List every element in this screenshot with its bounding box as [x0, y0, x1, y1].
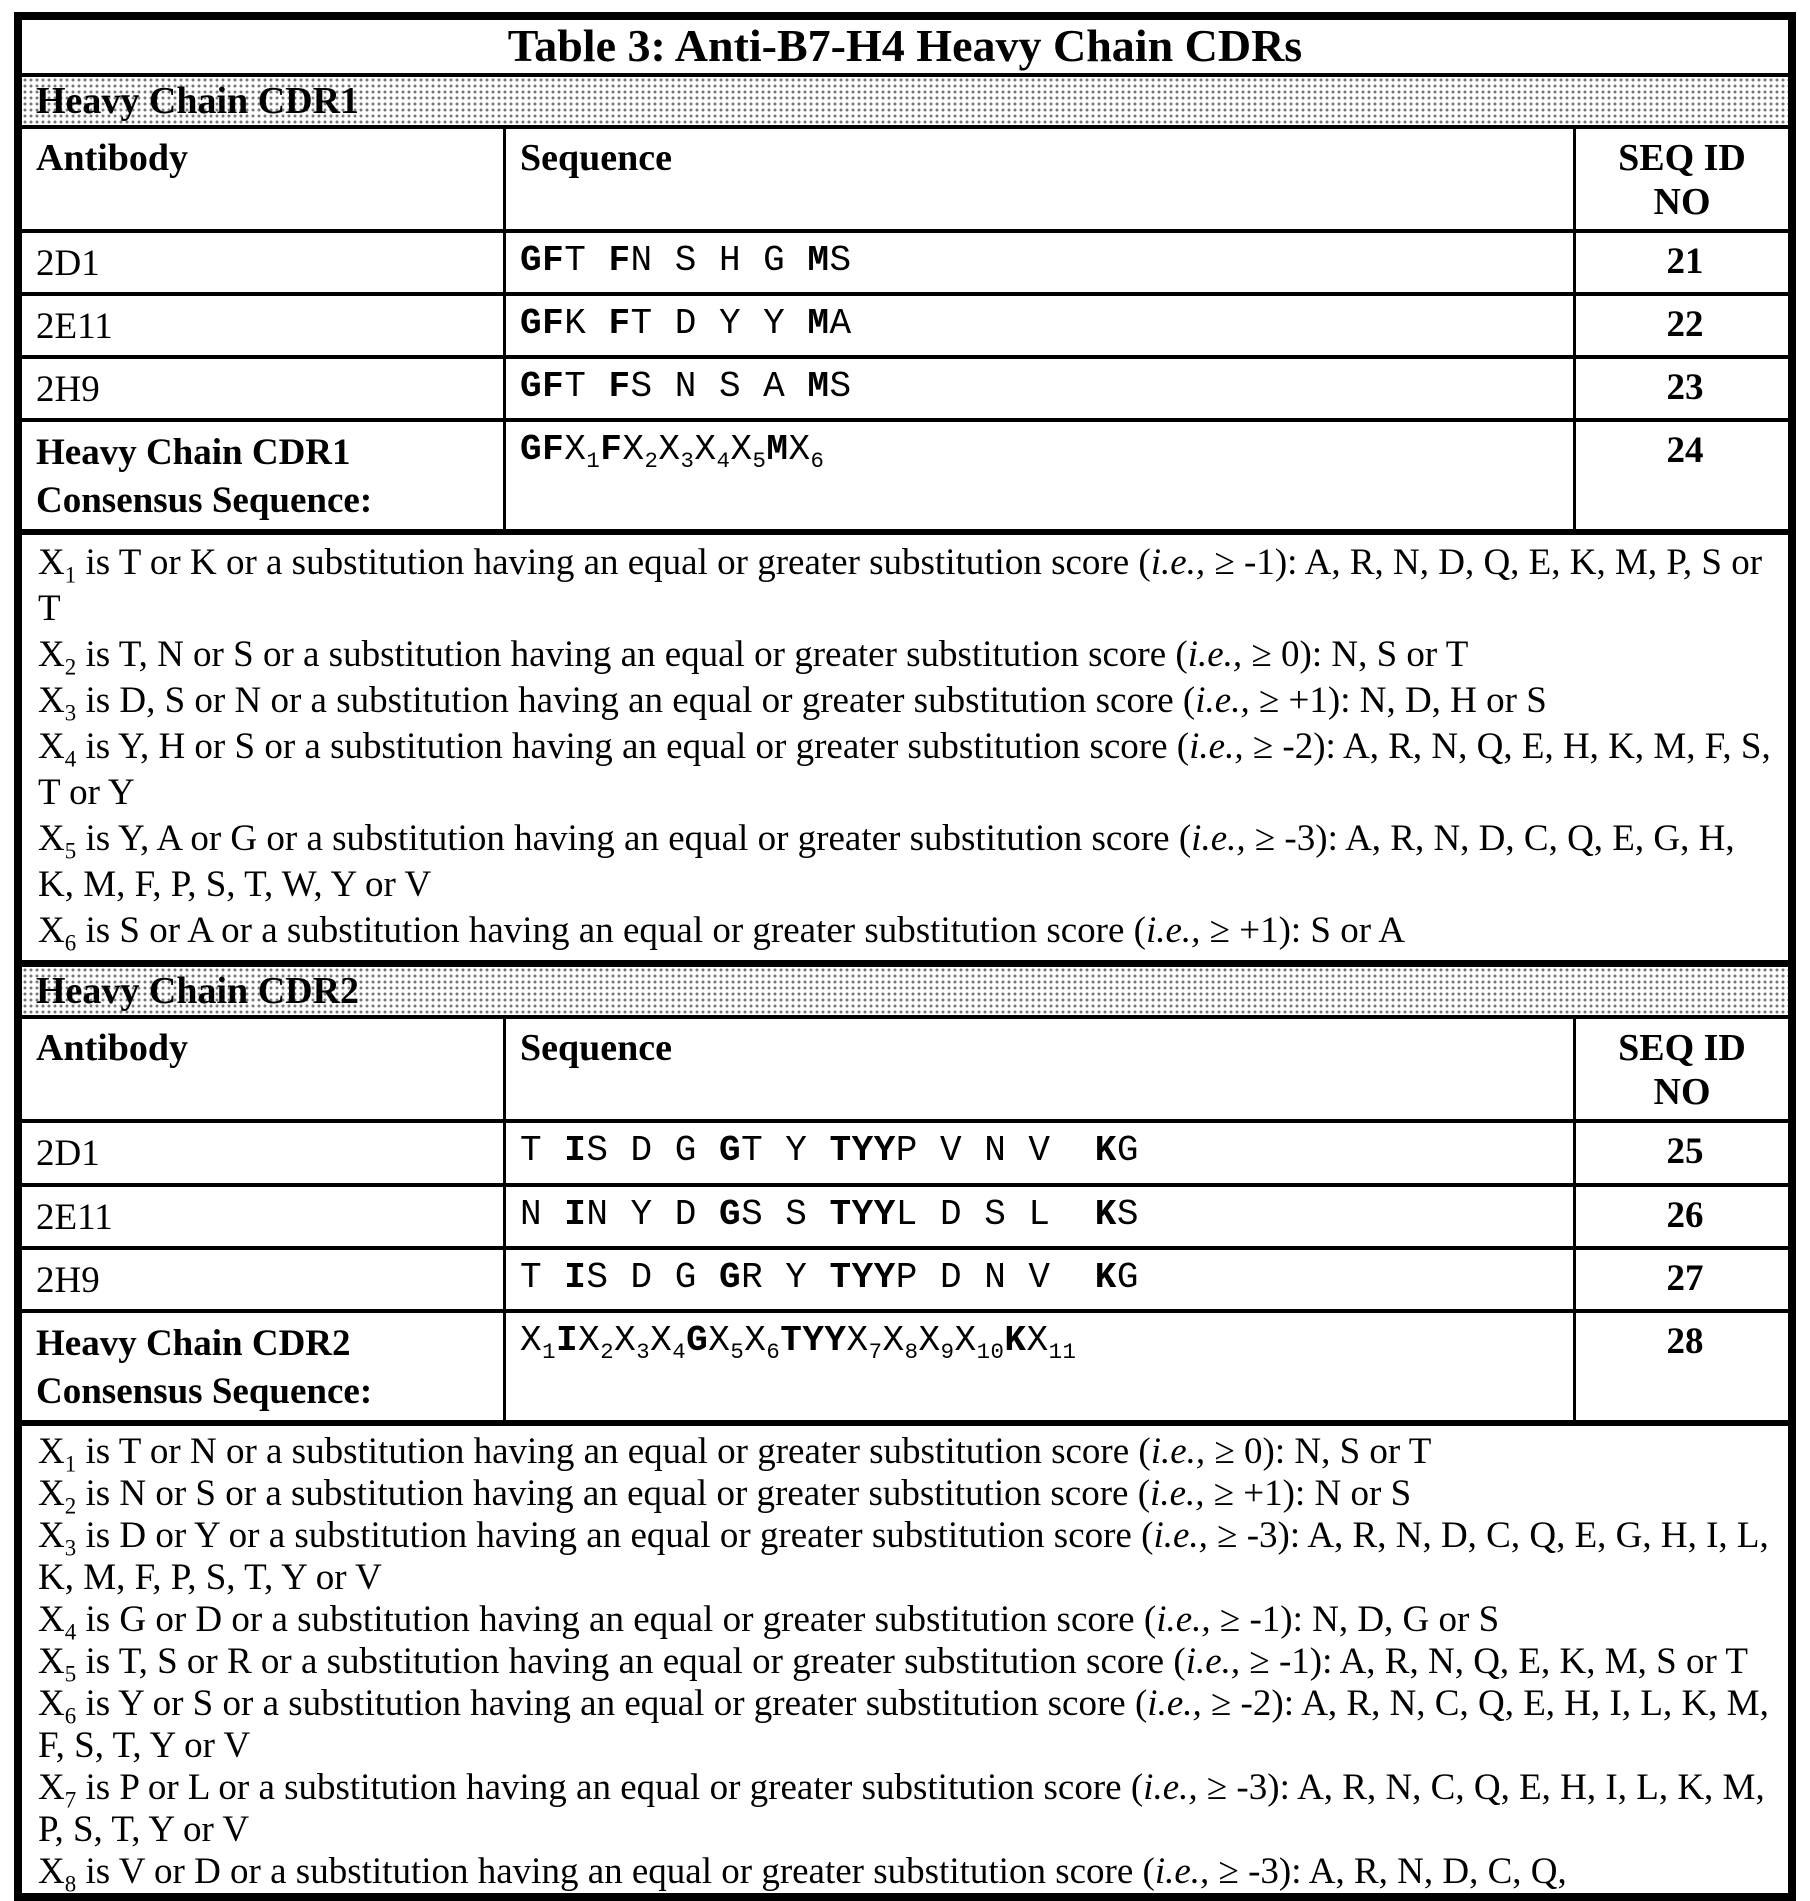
- seq-id-cell: 21: [1666, 241, 1704, 282]
- table-row: [22, 296, 1788, 359]
- substitution-note: $X_1$ is T or K or a substitution having an equal or greater substitution score (i.e., ≥ -1): A, R, N, D, Q, E, K, M, P, S or T: [38, 542, 1763, 630]
- sequence-cell: GFK FT D Y Y MA: [506, 296, 1576, 355]
- column-header-antibody: Antibody: [22, 129, 506, 229]
- seq-id-cell: 28: [1666, 1320, 1704, 1362]
- antibody-cell: 2D1: [22, 233, 506, 292]
- section-header-cdr1: Heavy Chain CDR1: [22, 77, 1788, 129]
- antibody-cell: 2D1: [22, 1123, 506, 1182]
- seq-id-cell: 26: [1666, 1194, 1704, 1236]
- sequence-cell: $X_1IX_2X_3X_4GX_5X_6TYYX_7X_8X_9X_{10}KX_{11}$: [506, 1313, 1576, 1420]
- column-header-seq-id-line1: SEQ ID: [1618, 137, 1746, 179]
- table-row: [22, 422, 1788, 535]
- seq-id-cell: 23: [1666, 367, 1704, 409]
- antibody-cell: 2E11: [22, 1187, 506, 1246]
- column-header-seq-id-line1: SEQ ID: [1618, 1027, 1746, 1070]
- sequence-cell: T IS D G GT Y TYYP V N V KG: [506, 1123, 1576, 1182]
- column-header-sequence: Sequence: [506, 129, 1576, 229]
- table-title: Table 3: Anti-B7-H4 Heavy Chain CDRs: [22, 20, 1788, 77]
- section-header-cdr2: Heavy Chain CDR2: [22, 960, 1788, 1019]
- substitution-note: $X_4$ is Y, H or S or a substitution having an equal or greater substitution score (i.e., ≥ -2): A, R, N, Q, E, H, K, M, F, S, T or Y: [38, 726, 1771, 814]
- substitution-note: $X_5$ is Y, A or G or a substitution having an equal or greater substitution score (i.e., ≥ -3): A, R, N, D, C, Q, E, G, H, K, M, F, P, S, T, W, Y or V: [38, 818, 1735, 906]
- cdr1-rows: [22, 233, 1788, 535]
- antibody-cell: 2H9: [22, 1250, 506, 1309]
- sequence-cell: N IN Y D GS S TYYL D S L KS: [506, 1187, 1576, 1246]
- antibody-cell: Heavy Chain CDR2 Consensus Sequence:: [22, 1313, 506, 1420]
- substitution-note: $X_1$ is T or N or a substitution having an equal or greater substitution score (i.e., ≥ 0): N, S or T: [38, 1430, 1432, 1477]
- substitution-note: $X_2$ is N or S or a substitution having an equal or greater substitution score (i.e., ≥ +1): N or S: [38, 1472, 1412, 1519]
- column-header-row: [22, 1019, 1788, 1123]
- table-row: [22, 233, 1788, 296]
- anti-b7-h4-heavy-chain-cdrs-table: [14, 12, 1796, 1901]
- column-header-row: [22, 129, 1788, 233]
- cdr2-substitution-notes: [22, 1426, 1788, 1899]
- substitution-note: $X_6$ is Y or S or a substitution having an equal or greater substitution score (i.e., ≥ -2): A, R, N, C, Q, E, H, I, L, K, M, F, S, T, Y or V: [38, 1682, 1769, 1766]
- antibody-cell: Heavy Chain CDR1 Consensus Sequence:: [22, 422, 506, 529]
- cdr1-substitution-notes: [22, 535, 1788, 960]
- substitution-note: $X_6$ is S or A or a substitution having an equal or greater substitution score (i.e., ≥ +1): S or A: [38, 910, 1406, 956]
- seq-id-cell: 22: [1666, 304, 1704, 346]
- substitution-note: $X_2$ is T, N or S or a substitution having an equal or greater substitution score (i.e., ≥ 0): N, S or T: [38, 634, 1469, 680]
- antibody-cell: 2H9: [22, 359, 506, 418]
- column-header-seq-id-line2: NO: [1653, 1071, 1711, 1114]
- cdr2-rows: [22, 1123, 1788, 1425]
- sequence-cell: T IS D G GR Y TYYP D N V KG: [506, 1250, 1576, 1309]
- section-heavy-chain-cdr1: [22, 77, 1788, 960]
- column-header-antibody: Antibody: [22, 1019, 506, 1119]
- section-heavy-chain-cdr2: [22, 960, 1788, 1898]
- seq-id-cell: 24: [1666, 430, 1704, 472]
- substitution-note: $X_3$ is D, S or N or a substitution having an equal or greater substitution score (i.e., ≥ +1): N, D, H or S: [38, 680, 1547, 726]
- table-row: [22, 1187, 1788, 1250]
- column-header-seq-id: [1576, 1019, 1788, 1119]
- sequence-cell: GFT FS N S A MS: [506, 359, 1576, 418]
- column-header-seq-id: [1576, 129, 1788, 229]
- column-header-sequence: Sequence: [506, 1019, 1576, 1119]
- substitution-note: $X_8$ is V or D or a substitution having an equal or greater substitution score (i.e., ≥ -3): A, R, N, D, C, Q,: [38, 1850, 1567, 1897]
- seq-id-cell: 25: [1666, 1131, 1704, 1173]
- substitution-note: $X_3$ is D or Y or a substitution having an equal or greater substitution score (i.e., ≥ -3): A, R, N, D, C, Q, E, G, H, I, L, K, M, F, P, S, T, Y or V: [38, 1514, 1769, 1598]
- substitution-note: $X_5$ is T, S or R or a substitution having an equal or greater substitution score (i.e., ≥ -1): A, R, N, Q, E, K, M, S or T: [38, 1640, 1748, 1687]
- antibody-cell: 2E11: [22, 296, 506, 355]
- sequence-cell: $GFX_1FX_2X_3X_4X_5MX_6$: [506, 422, 1576, 529]
- column-header-seq-id-line2: NO: [1653, 181, 1711, 223]
- table-row: [22, 1250, 1788, 1313]
- seq-id-cell: 27: [1666, 1257, 1704, 1299]
- table-row: [22, 359, 1788, 422]
- sequence-cell: GFT FN S H G MS: [506, 233, 1576, 292]
- substitution-note: $X_7$ is P or L or a substitution having an equal or greater substitution score (i.e., ≥ -3): A, R, N, C, Q, E, H, I, L, K, M, P, S, T, Y or V: [38, 1766, 1765, 1850]
- substitution-note: $X_4$ is G or D or a substitution having an equal or greater substitution score (i.e., ≥ -1): N, D, G or S: [38, 1598, 1500, 1645]
- table-row: [22, 1123, 1788, 1186]
- table-row: [22, 1313, 1788, 1426]
